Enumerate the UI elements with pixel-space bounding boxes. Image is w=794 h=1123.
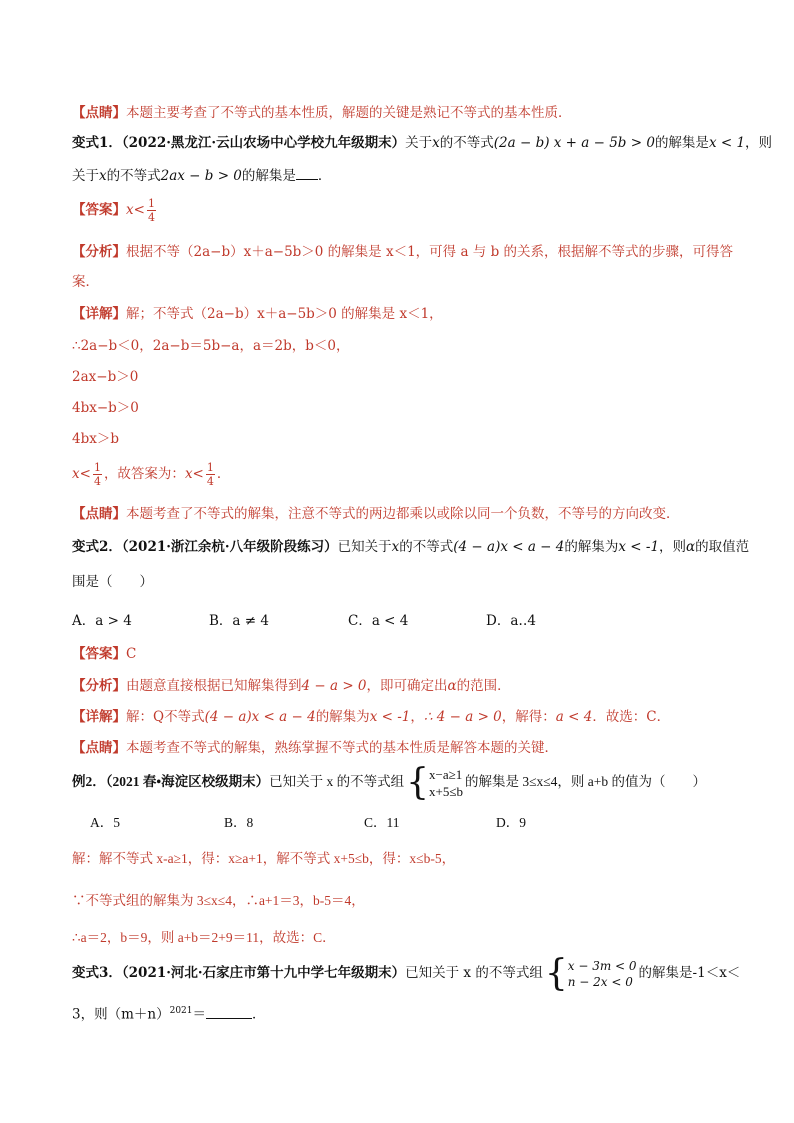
note-line-3 xyxy=(72,739,558,757)
detail-text: ∴2a−b＜0，2a−b＝5b−a，a＝2b，b＜0， xyxy=(72,338,350,354)
brace: { xyxy=(544,952,568,994)
answer-blank xyxy=(206,1004,252,1019)
text: 的解集是 xyxy=(241,168,296,184)
choice-b[interactable]: B．8 xyxy=(224,815,254,830)
note-line-1 xyxy=(72,104,572,122)
inequality-system xyxy=(544,952,637,994)
math-solution: x < -1 xyxy=(618,539,660,555)
tag-detail: 【详解】 xyxy=(72,709,126,725)
math-solution: x < 1 xyxy=(708,135,746,151)
source: （2021·浙江余杭·八年级阶段练习） xyxy=(121,539,338,555)
text: 已知关于 x 的不等式组 xyxy=(269,774,405,789)
analysis-text: 根据不等（2a−b）x＋a−5b＞0 的解集是 x＜1，可得 a 与 b 的关系，根据解不等式的步骤，可得答 xyxy=(126,244,734,260)
text: 的取值范 xyxy=(695,539,750,555)
choices-1 xyxy=(72,612,722,630)
answer-2 xyxy=(72,645,136,663)
denominator: 4 xyxy=(206,475,214,488)
detail-text: ，故答案为： xyxy=(103,466,185,482)
text: ，则 xyxy=(745,135,773,151)
variant-1-line-2 xyxy=(72,165,331,185)
detail-text: ．故选：C． xyxy=(592,709,671,725)
math-alpha: α xyxy=(447,678,457,694)
detail-text: 的解集为 xyxy=(315,709,370,725)
brace: { xyxy=(406,761,430,803)
detail-text: 2ax−b＞0 xyxy=(72,369,139,385)
analysis-text: 由题意直接根据已知解集得到 xyxy=(126,678,302,694)
note-text: 本题考查不等式的解集，熟练掌握不等式的基本性质是解答本题的关键． xyxy=(126,740,558,756)
tag-dianjing: 【点睛】 xyxy=(72,105,126,121)
choice-c[interactable]: C．11 xyxy=(364,815,400,830)
answer-1 xyxy=(72,195,158,225)
note-line-2 xyxy=(72,505,680,523)
tag-answer: 【答案】 xyxy=(72,646,126,662)
tag-analysis: 【分析】 xyxy=(72,244,126,260)
solution-line-1 xyxy=(72,850,455,868)
analysis-text: 的范围． xyxy=(456,678,511,694)
text: 的解集为 xyxy=(564,539,619,555)
text: ． xyxy=(252,1006,266,1023)
fraction xyxy=(206,461,215,488)
answer-text: C xyxy=(126,646,137,662)
answer-blank xyxy=(296,165,318,180)
detail-1-line-5 xyxy=(72,430,119,448)
math-text: x< xyxy=(184,466,204,482)
tag-detail: 【详解】 xyxy=(72,306,126,322)
detail-1-line-3 xyxy=(72,368,138,386)
choice-a[interactable]: A．5 xyxy=(90,815,120,830)
choice-b[interactable]: B．a ≠ 4 xyxy=(209,613,269,629)
detail-text: 解；不等式（2a−b）x＋a−5b＞0 的解集是 x＜1， xyxy=(126,306,443,322)
text: 的不等式 xyxy=(106,168,161,184)
variant-2-line-2 xyxy=(72,573,153,591)
tag-analysis: 【分析】 xyxy=(72,678,126,694)
math-because: Q xyxy=(153,709,165,725)
solution-text: ∴a＝2，b＝9，则 a+b＝2+9＝11，故选：C． xyxy=(72,930,336,945)
text: 已知关于 x 的不等式组 xyxy=(405,965,543,981)
math-x: x xyxy=(99,168,107,184)
system-row-2: n − 2x < 0 xyxy=(567,974,633,989)
text: 的不等式 xyxy=(399,539,454,555)
text: 3，则（m＋n） xyxy=(72,1006,170,1023)
system-row-1: x − 3m < 0 xyxy=(567,958,637,973)
tag-dianjing: 【点睛】 xyxy=(72,740,126,756)
inequality-system xyxy=(406,761,463,803)
source: （2022·黑龙江·云山农场中心学校九年级期末） xyxy=(121,135,406,151)
variant-3-line-2 xyxy=(72,1002,266,1024)
text: ＝ xyxy=(192,1006,206,1023)
math-result: a < 4 xyxy=(555,709,593,725)
example-2-line xyxy=(72,761,707,803)
text: 的不等式 xyxy=(439,135,494,151)
tag-dianjing: 【点睛】 xyxy=(72,506,126,522)
choice-d[interactable]: D．a‥4 xyxy=(486,613,536,629)
variant-3-line-1 xyxy=(72,952,741,994)
denominator: 4 xyxy=(93,475,101,488)
text: 关于 xyxy=(405,135,433,151)
tag-answer: 【答案】 xyxy=(72,202,126,218)
choice-d[interactable]: D．9 xyxy=(496,815,526,830)
math-solution: x < -1 xyxy=(369,709,411,725)
detail-text: ． xyxy=(216,466,231,482)
analysis-text: ，即可确定出 xyxy=(366,678,448,694)
math-inequality: 4 − a > 0 xyxy=(301,678,367,694)
variant-1-line-1 xyxy=(72,134,772,152)
math-therefore: ∴ 4 − a > 0 xyxy=(423,709,502,725)
text: 的解集是 xyxy=(654,135,709,151)
example-label: 例2． xyxy=(72,774,106,789)
detail-text: ， xyxy=(410,709,424,725)
detail-1-line-1 xyxy=(72,305,443,323)
denominator: 4 xyxy=(147,211,155,224)
variant-label: 变式1． xyxy=(72,135,122,151)
math-text: x< xyxy=(126,202,145,218)
choice-a[interactable]: A．a > 4 xyxy=(72,613,132,629)
analysis-2 xyxy=(72,677,511,695)
solution-line-3 xyxy=(72,929,336,947)
detail-text: 解： xyxy=(126,709,153,725)
detail-text: ，解得： xyxy=(501,709,556,725)
text: ，则 xyxy=(659,539,687,555)
solution-line-2 xyxy=(72,892,365,910)
note-text: 本题主要考查了不等式的基本性质，解题的关键是熟记不等式的基本性质． xyxy=(126,105,572,121)
detail-1-line-2 xyxy=(72,337,349,355)
choices-2 xyxy=(90,814,650,832)
numerator: 1 xyxy=(93,461,101,474)
detail-1-line-6 xyxy=(72,459,230,489)
variant-label: 变式3． xyxy=(72,965,122,981)
numerator: 1 xyxy=(147,197,155,210)
detail-text: 4bx−b＞0 xyxy=(72,400,139,416)
system-row-2: x+5≤b xyxy=(429,783,463,799)
text: 已知关于 xyxy=(337,539,392,555)
solution-text: 解：解不等式 x-a≥1，得：x≥a+1，解不等式 x+5≤b，得：x≤b-5， xyxy=(72,851,456,866)
fraction xyxy=(147,197,156,224)
math-inequality: 2ax − b > 0 xyxy=(160,168,242,184)
text: 关于 xyxy=(72,168,99,184)
math-inequality: (4 − a)x < a − 4 xyxy=(204,709,316,725)
math-alpha: α xyxy=(686,539,696,555)
math-inequality: (2a − b) x + a − 5b > 0 xyxy=(493,135,655,151)
solution-text: ∵不等式组的解集为 3≤x≤4，∴a+1＝3，b-5＝4， xyxy=(72,893,365,908)
detail-1-line-4 xyxy=(72,399,139,417)
numerator: 1 xyxy=(206,461,214,474)
text: ． xyxy=(317,168,332,184)
variant-label: 变式2． xyxy=(72,539,122,555)
source: （2021·河北·石家庄市第十九中学七年级期末） xyxy=(121,965,406,981)
exponent: 2021 xyxy=(169,1006,193,1016)
analysis-1-line-1 xyxy=(72,243,733,261)
fraction xyxy=(93,461,102,488)
source: （2021 春•海淀区校级期末） xyxy=(105,774,270,789)
detail-text: 不等式 xyxy=(164,709,205,725)
detail-text: 4bx＞b xyxy=(72,431,119,447)
system-row-1: x−a≥1 xyxy=(429,766,463,782)
detail-2 xyxy=(72,708,670,726)
text: 的解集是-1＜x＜ xyxy=(638,965,741,981)
note-text: 本题考查了不等式的解集，注意不等式的两边都乘以或除以同一个负数，不等号的方向改变． xyxy=(126,506,680,522)
math-x: x xyxy=(432,135,440,151)
math-text: x< xyxy=(72,466,91,482)
analysis-1-line-2 xyxy=(72,273,99,291)
text: 的解集是 3≤x≤4，则 a+b 的值为（ ） xyxy=(464,774,707,789)
analysis-text: 案． xyxy=(72,274,99,290)
math-inequality: (4 − a)x < a − 4 xyxy=(453,539,565,555)
choice-c[interactable]: C．a < 4 xyxy=(348,613,409,629)
text: 围是（ ） xyxy=(72,574,153,590)
variant-2-line-1 xyxy=(72,538,749,556)
math-x: x xyxy=(391,539,400,555)
